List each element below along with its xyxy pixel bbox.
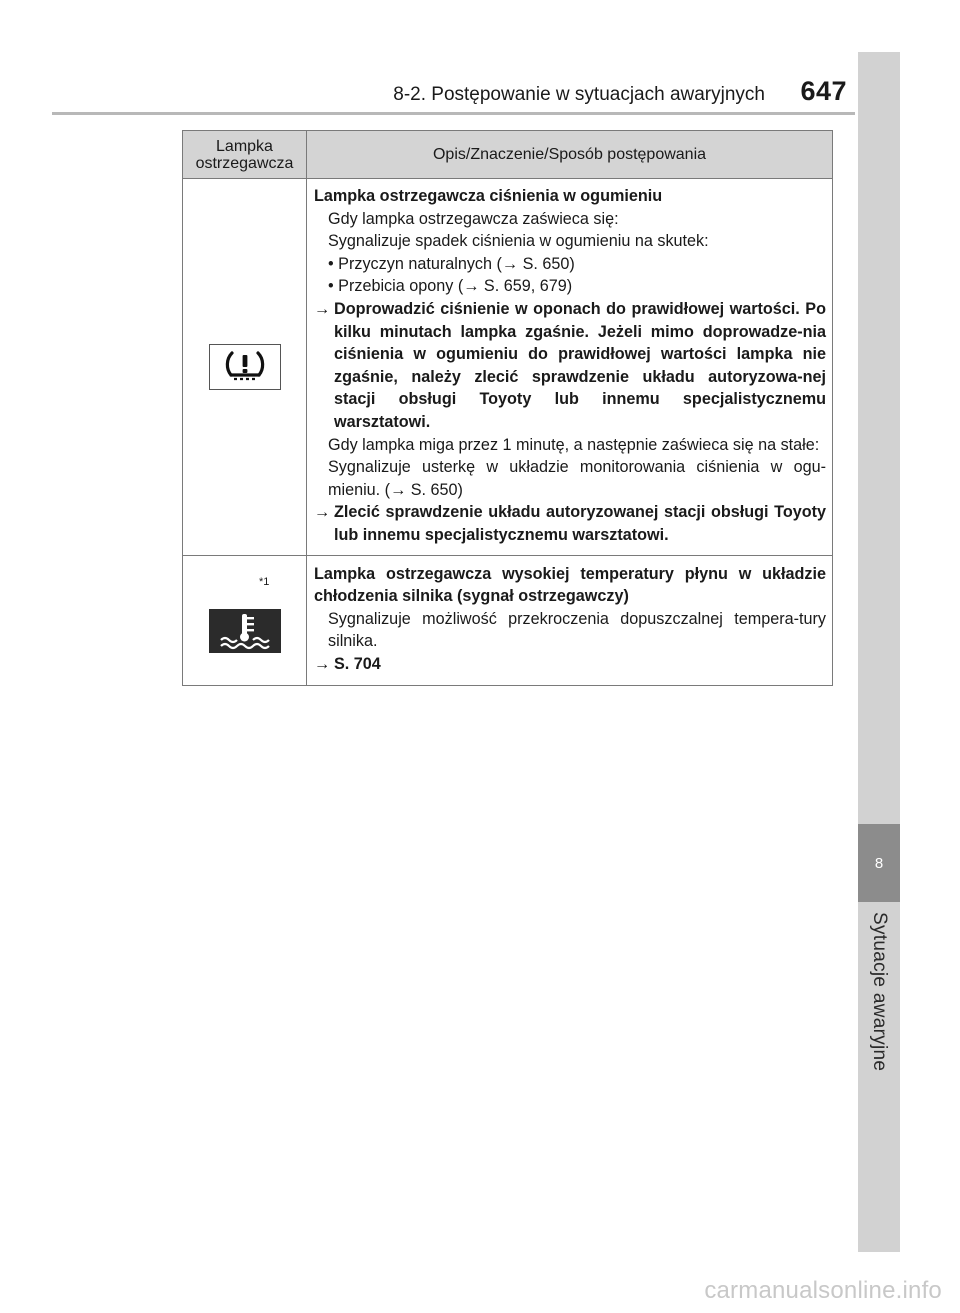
row-text: Gdy lampka miga przez 1 minutę, a następnie zaświeca się na stałe: — [328, 435, 820, 454]
arrow-icon: → — [314, 654, 331, 673]
tire-pressure-warning-icon — [209, 344, 281, 390]
header-lamp — [183, 131, 307, 178]
table-row — [183, 556, 832, 686]
chapter-number: 8 — [874, 854, 884, 872]
table-row — [183, 179, 832, 556]
warning-lights-table — [182, 130, 833, 686]
action-text: Zlecić sprawdzenie układu autoryzowanej stacji obsługi Toyoty lub innemu specjalistycznemu warsztatowi. — [334, 503, 826, 544]
page-number: 647 — [800, 76, 847, 106]
action-line — [314, 653, 826, 676]
lamp-cell — [183, 179, 307, 555]
row-bullet: • Przebicia opony (→ S. 659, 679) — [328, 277, 573, 296]
arrow-icon: → — [314, 299, 331, 318]
row-title: Lampka ostrzegawcza wysokiej temperatury płynu w układzie chłodzenia silnika (sygnał ostrzegawczy) — [314, 564, 826, 606]
arrow-icon: → — [314, 503, 331, 522]
section-title: 8-2. Postępowanie w sytuacjach awaryjnych — [393, 84, 765, 105]
header-divider — [52, 112, 855, 115]
page-header — [0, 72, 855, 112]
description-cell — [307, 179, 832, 555]
action-text: S. 704 — [334, 654, 381, 673]
row-text: Sygnalizuje usterkę w układzie monitorowania ciśnienia w ogu-mieniu. (→ S. 650) — [328, 458, 826, 499]
row-bullet: • Przyczyn naturalnych (→ S. 650) — [328, 254, 575, 273]
row-text: Gdy lampka ostrzegawcza zaświeca się: — [328, 209, 619, 228]
footnote-marker: *1 — [259, 575, 270, 588]
chapter-title: Sytuacje awaryjne — [869, 912, 890, 1072]
coolant-temperature-warning-icon — [209, 609, 281, 653]
side-tab-upper — [858, 52, 900, 824]
header-lamp-label: Lampka ostrzegawcza — [195, 137, 294, 172]
header-description-label: Opis/Znaczenie/Sposób postępowania — [432, 146, 707, 163]
action-line — [314, 501, 826, 546]
row-title: Lampka ostrzegawcza ciśnienia w ogumieniu — [314, 187, 663, 205]
row-text: Sygnalizuje spadek ciśnienia w ogumieniu na skutek: — [328, 232, 709, 251]
table-header — [183, 131, 832, 179]
action-line — [314, 298, 826, 434]
watermark: carmanualsonline.info — [704, 1277, 942, 1304]
lamp-cell — [183, 556, 307, 686]
chapter-tab — [858, 824, 900, 902]
description-cell — [307, 556, 832, 686]
header-description — [307, 131, 832, 178]
row-text: Sygnalizuje możliwość przekroczenia dopuszczalnej tempera-tury silnika. — [328, 609, 826, 651]
action-text: Doprowadzić ciśnienie w oponach do prawidłowej wartości. Po kilku minutach lampka zgaśnie. Jeżeli mimo doprowadze-nia ciśnienia w ogumieniu do prawidłowej wartości lampka nie zgaśnie, należy zlecić sprawdzenie układu autoryzowa-nej stacji obsługi Toyoty lub innemu specjalistycznemu warsztatowi. — [334, 299, 826, 431]
